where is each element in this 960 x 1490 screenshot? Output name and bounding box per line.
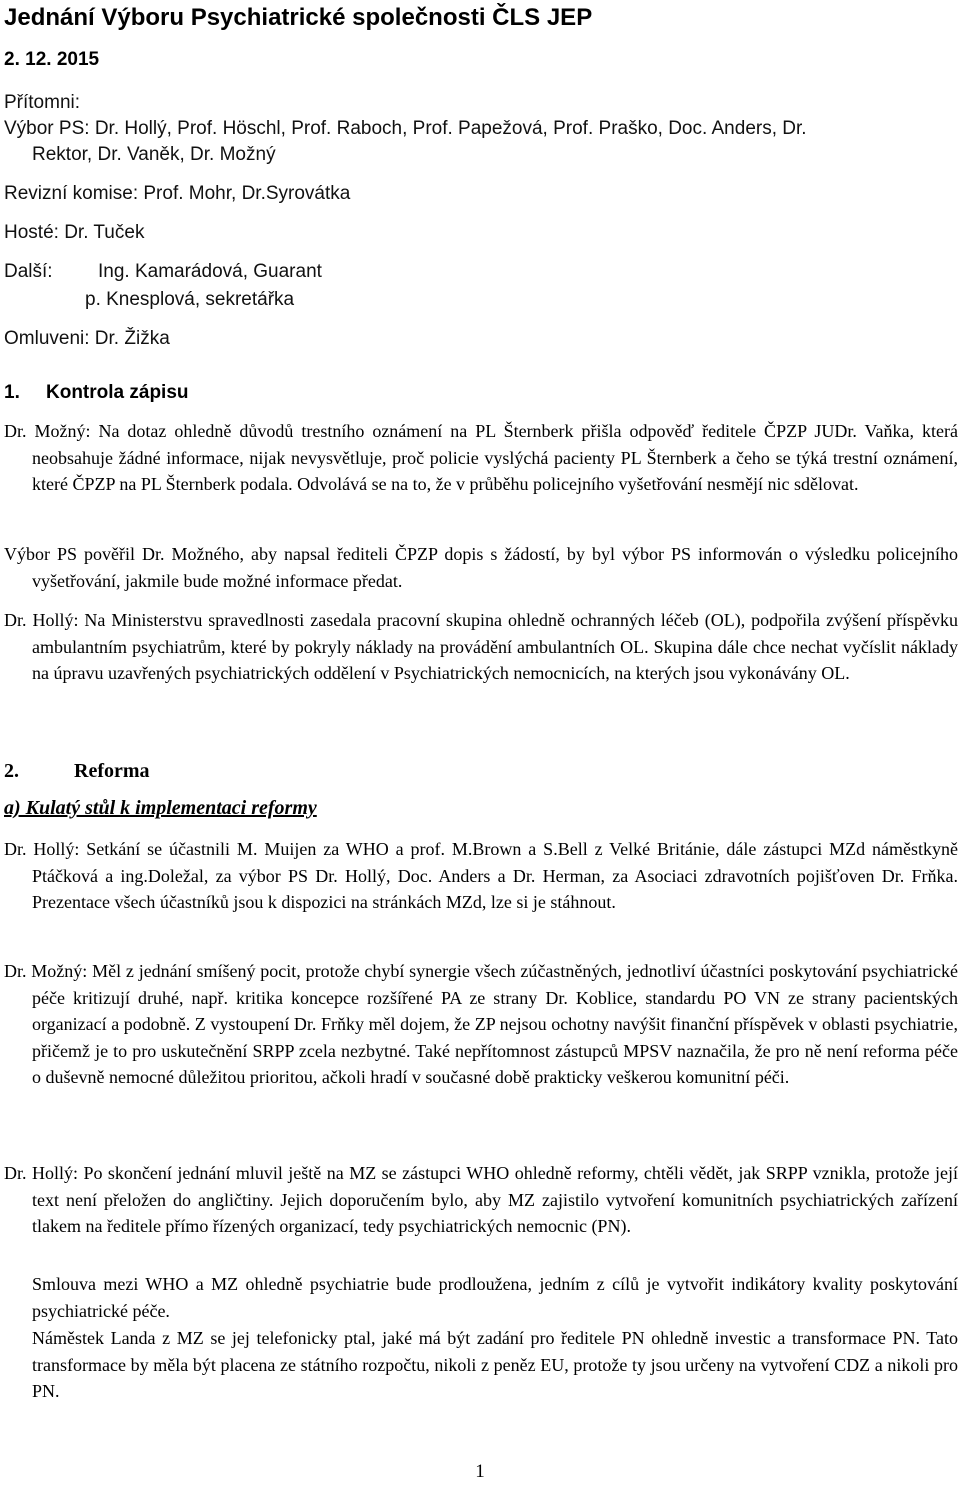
section-2-paragraph-5: Náměstek Landa z MZ se jej telefonicky ptal, jaké má být zadání pro ředitele PN ohledně investic a transformace PN. Tato transformace by měla být placena ze státního rozpočtu, nikoli z peněz EU, protože ty jsou určeny na vytvoření CDZ a nikoli pro PN.	[32, 1328, 958, 1401]
section-1-paragraph-1: Dr. Možný: Na dotaz ohledně důvodů trestního oznámení na PL Šternberk přišla odpověď ředitele ČPZP JUDr. Vaňka, která neobsahuje žádné informace, nijak nevysvětluje, proč policie vyslýchá pacienty PL Šternberk a čeho se týká trestní oznámení, které ČPZP na PL Šternberk podala. Odvolává se na to, že v průběhu policejního vyšetřování nesmějí nic sdělovat.	[4, 421, 958, 494]
section-2-heading	[4, 758, 150, 784]
section-2-paragraph-3: Dr. Hollý: Po skončení jednání mluvil ještě na MZ se zástupci WHO ohledně reformy, chtěli vědět, jak SRPP vznikla, protože její text není přeložen do angličtiny. Jejich doporučením bylo, aby MZ zajistilo vytvoření komunitních psychiatrických zařízení tlakem na ředitele přímo řízených organizací, tedy psychiatrických nemocnic (PN).	[4, 1163, 958, 1236]
section-1-paragraph-2: Výbor PS pověřil Dr. Možného, aby napsal řediteli ČPZP dopis s žádostí, by byl výbor PS informován o výsledku policejního vyšetřování, jakmile bude možné informace předat.	[4, 544, 958, 591]
others-item-2: p. Knesplová, sekretářka	[85, 289, 295, 310]
section-2-paragraph-2: Dr. Možný: Měl z jednání smíšený pocit, protože chybí synergie všech zúčastněných, jednotliví účastníci poskytování psychiatrické péče kritizují druhé, např. kritika koncepce rozšířené PA ze strany Dr. Koblice, standardu PO VN ze strany pacientských organizací a podobně. Z vystoupení Dr. Frňky měl dojem, že ZP nejsou ochotny navýšit finanční příspěvek v oblasti psychiatrie, přičemž je to pro uskutečnění SRPP zcela nezbytné. Také nepřítomnost zástupců MPSV naznačila, že pro ně není reforma péče o duševně nemocné důležitou prioritou, ačkoli hradí v současné době prakticky veškerou komunitní péči.	[4, 961, 958, 1087]
guests: Hosté: Dr. Tuček	[4, 222, 145, 243]
committee-members-line1: Výbor PS: Dr. Hollý, Prof. Höschl, Prof. Raboch, Prof. Papežová, Prof. Praško, Doc. Anders, Dr.	[4, 118, 807, 139]
others-item-1: Ing. Kamarádová, Guarant	[98, 261, 322, 282]
others-label: Další:	[4, 261, 53, 282]
section-1-number: 1.	[4, 382, 20, 403]
section-2-subheading-a: a) Kulatý stůl k implementaci reformy	[4, 797, 317, 819]
section-1-heading	[4, 380, 189, 406]
section-2-paragraph-4: Smlouva mezi WHO a MZ ohledně psychiatrie bude prodloužena, jedním z cílů je vytvořit indikátory kvality poskytování psychiatrické péče.	[32, 1274, 958, 1321]
committee-members-line2	[4, 142, 276, 168]
section-2-title: Reforma	[74, 760, 150, 782]
excused: Omluveni: Dr. Žižka	[4, 328, 170, 349]
audit-committee: Revizní komise: Prof. Mohr, Dr.Syrovátka	[4, 183, 351, 204]
document-title: Jednání Výboru Psychiatrické společnosti ČLS JEP	[4, 4, 593, 31]
committee-members-line2-text: Rektor, Dr. Vaněk, Dr. Možný	[32, 144, 276, 165]
section-2-paragraph-1: Dr. Hollý: Setkání se účastnili M. Muijen za WHO a prof. M.Brown a S.Bell z Velké Británie, dále zástupci MZd náměstkyně Ptáčková a ing.Doležal, za výbor PS Dr. Hollý, Doc. Anders a Dr. Herman, za Asociaci zdravotních pojišťoven Dr. Frňka. Prezentace všech účastníků jsou k dispozici na stránkách MZd, lze si je stáhnout.	[4, 839, 958, 912]
section-1-title: Kontrola zápisu	[46, 382, 189, 403]
present-label: Přítomni:	[4, 92, 81, 113]
section-1-paragraph-3: Dr. Hollý: Na Ministerstvu spravedlnosti zasedala pracovní skupina ohledně ochranných léčeb (OL), podpořila zvýšení příspěvku ambulantním psychiatrům, které by pokryly náklady na provádění ambulantních OL. Skupina dále chce nechat vyčíslit náklady na úpravu uzavřených psychiatrických oddělení v Psychiatrických nemocnicích, na kterých jsou vykonávány OL.	[4, 610, 958, 683]
section-2-number: 2.	[4, 760, 19, 782]
meeting-date: 2. 12. 2015	[4, 49, 100, 70]
page-number: 1	[475, 1461, 485, 1482]
